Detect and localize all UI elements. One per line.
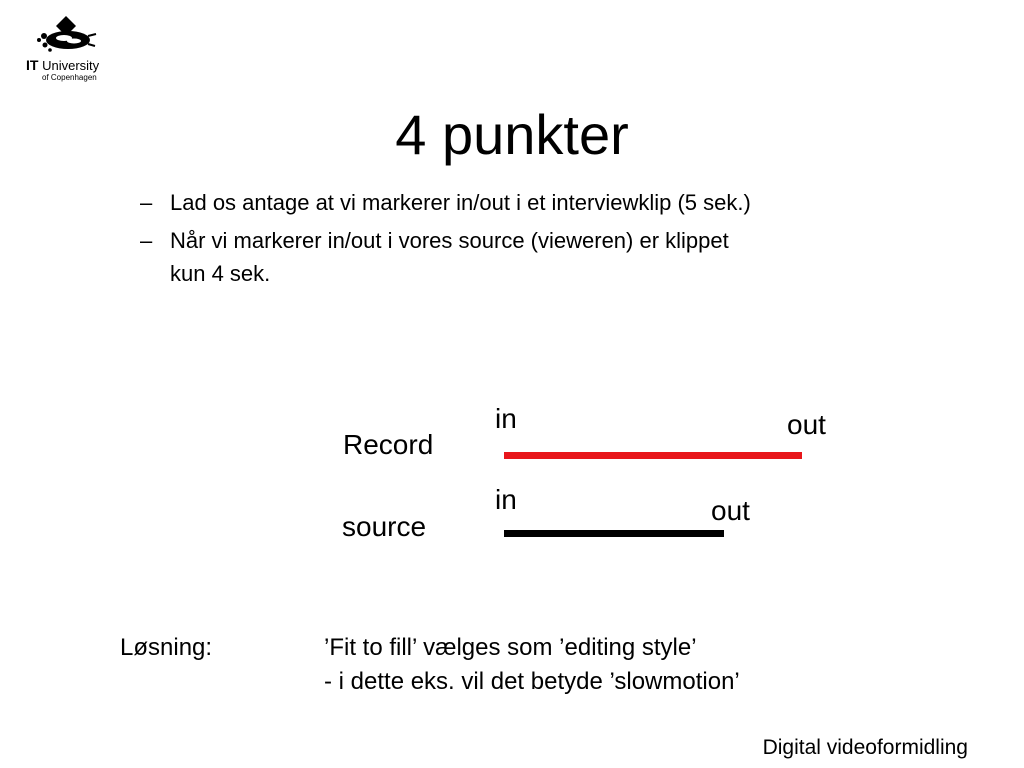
bullet-text: Når vi markerer in/out i vores source (vieweren) er klippet — [170, 228, 729, 253]
source-clip-bar — [504, 530, 724, 537]
solution-line-1: ’Fit to fill’ vælges som ’editing style’ — [324, 634, 697, 661]
logo-it: IT — [26, 57, 39, 73]
source-out-label: out — [711, 495, 750, 526]
logo-subtitle: of Copenhagen — [42, 73, 97, 82]
source-label: source — [342, 511, 427, 542]
bullet-marker: – — [140, 228, 153, 253]
solution-label: Løsning: — [120, 634, 213, 661]
record-label: Record — [343, 429, 434, 460]
bullet-text: kun 4 sek. — [170, 261, 271, 286]
record-out-label: out — [787, 409, 826, 440]
bullet-list — [140, 186, 940, 295]
record-clip-bar — [504, 452, 802, 459]
bullet-item — [140, 186, 940, 219]
bullet-item — [140, 224, 940, 290]
footer-text: Digital videoformidling — [762, 736, 968, 759]
solution-line-2: - i dette eks. vil det betyde ’slowmotion’ — [324, 668, 740, 695]
source-in-label: in — [495, 484, 517, 515]
record-in-label: in — [495, 403, 517, 434]
itu-logo-text — [26, 58, 99, 82]
logo-university: University — [42, 58, 100, 73]
bullet-text: Lad os antage at vi markerer in/out i et interviewklip (5 sek.) — [170, 190, 751, 215]
slide-title: 4 punkter — [395, 103, 629, 166]
bullet-marker: – — [140, 190, 153, 215]
